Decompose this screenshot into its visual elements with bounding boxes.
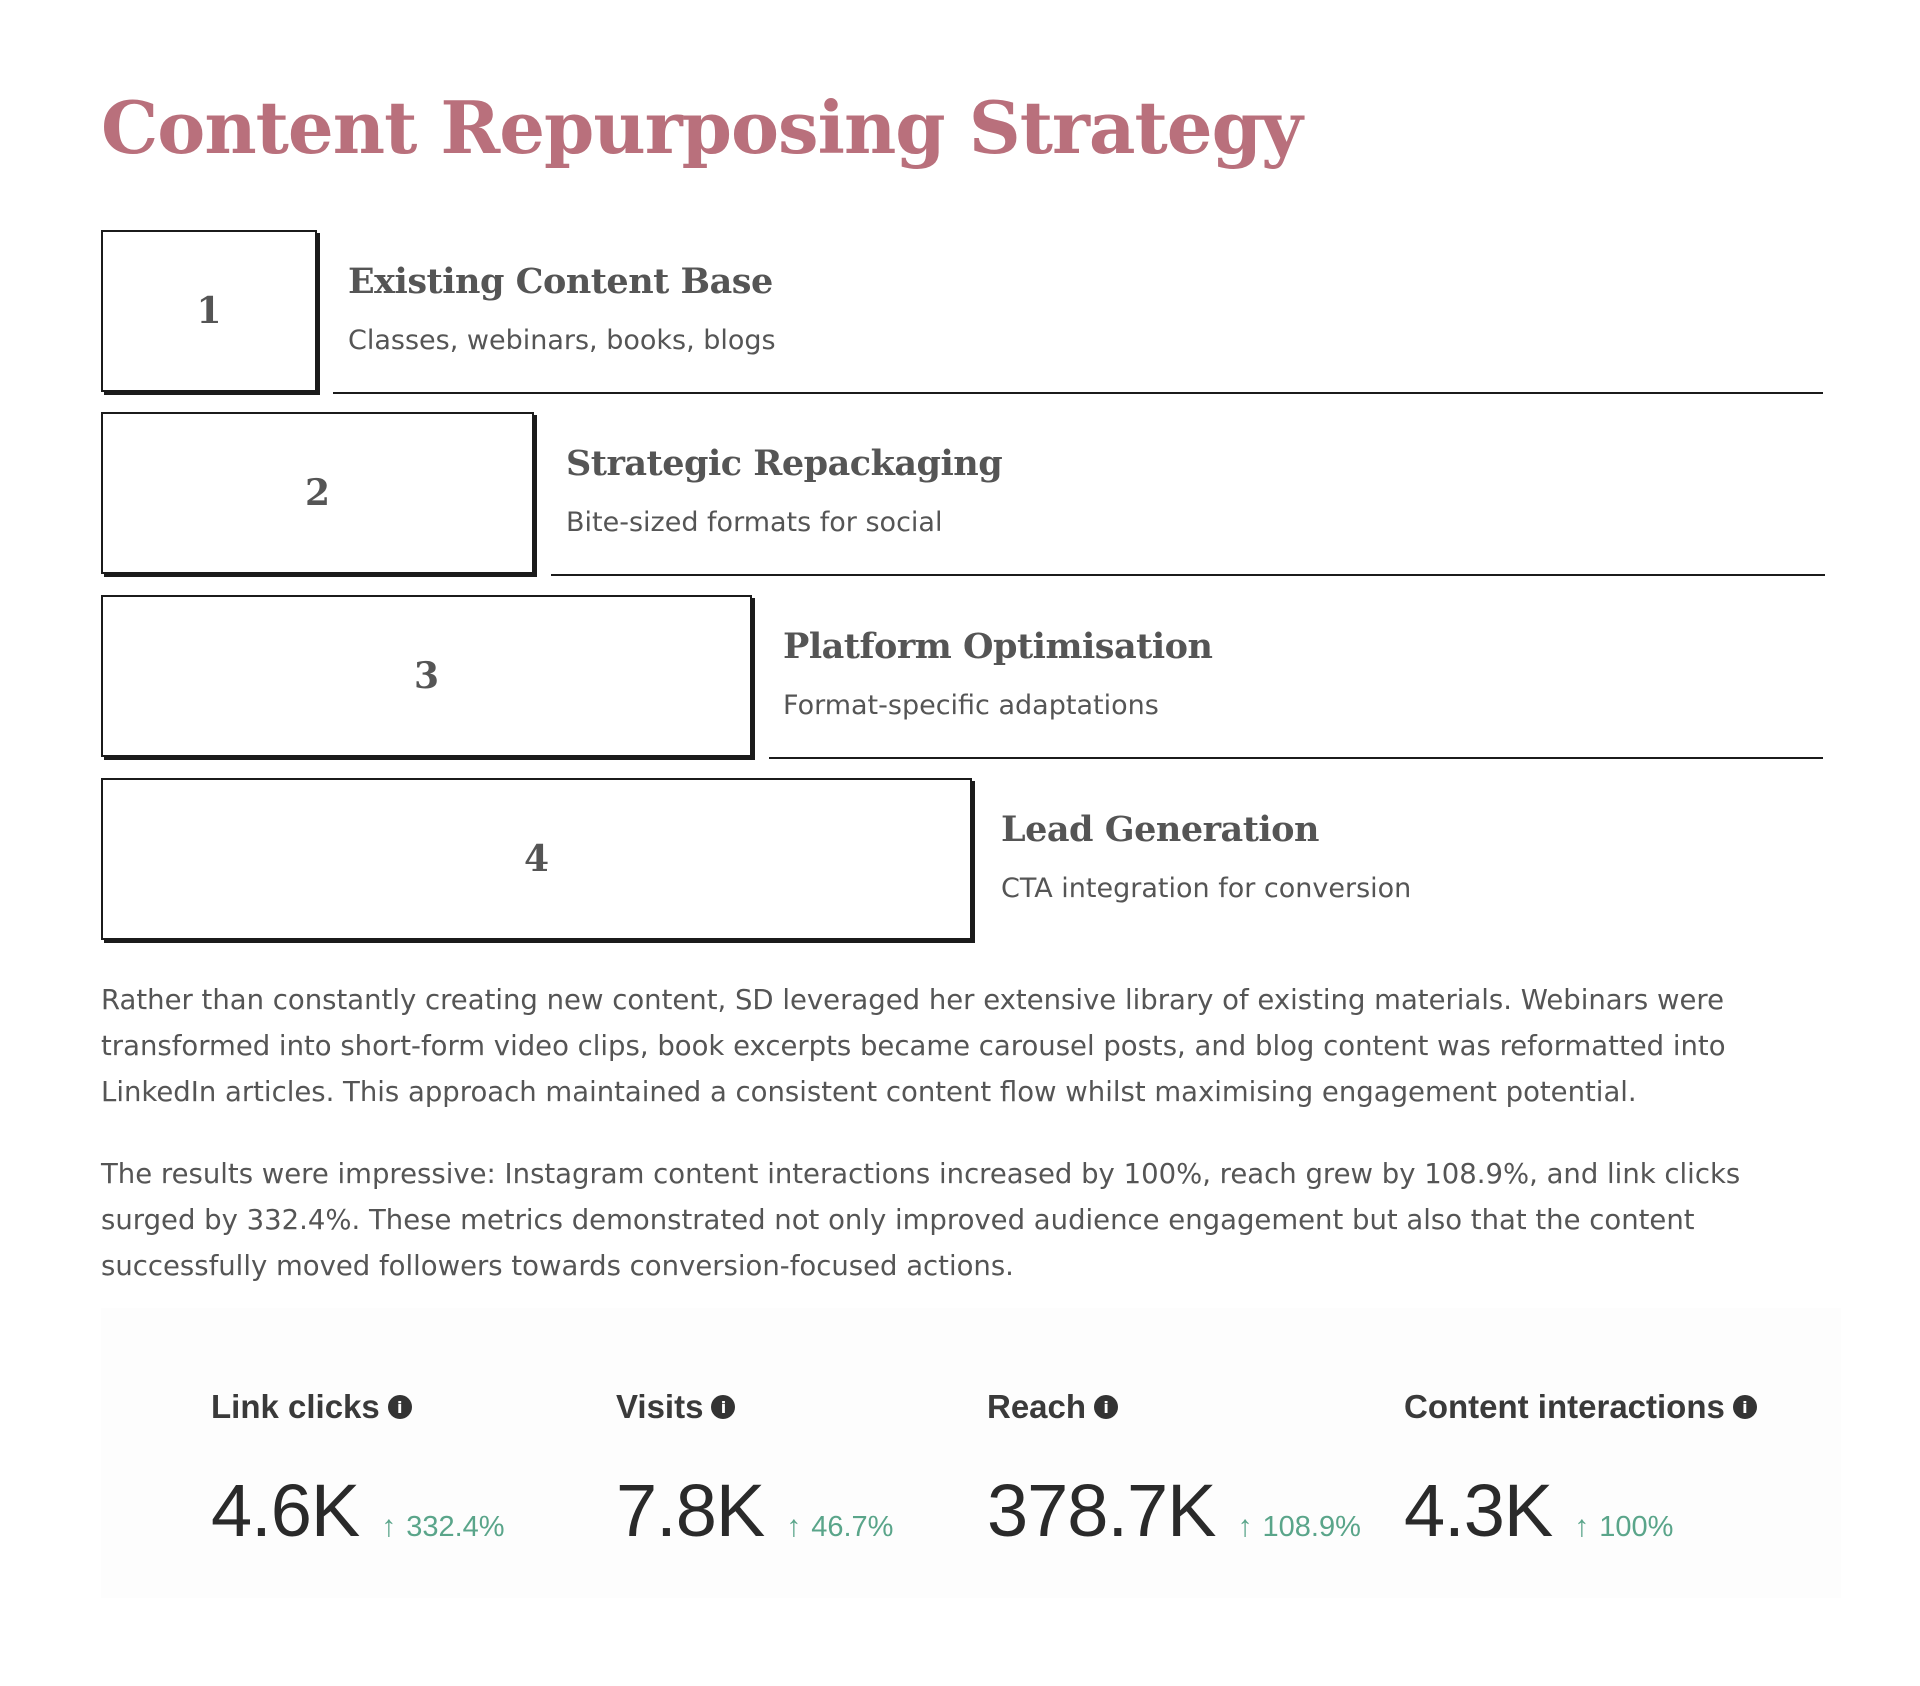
strategy-step-3 — [0, 595, 1920, 765]
metric-value: 378.7K — [987, 1469, 1216, 1552]
step-description: CTA integration for conversion — [1001, 873, 1412, 904]
metric-label — [1404, 1388, 1757, 1426]
info-icon[interactable]: i — [1094, 1395, 1118, 1419]
metric-change — [1574, 1510, 1673, 1544]
step-number-box — [101, 412, 534, 574]
step-number-box — [101, 778, 972, 940]
metric-value: 7.8K — [616, 1469, 765, 1552]
strategy-step-1 — [0, 230, 1920, 400]
step-heading: Platform Optimisation — [783, 626, 1213, 667]
arrow-up-icon: ↑ — [786, 1510, 802, 1543]
metric-label — [616, 1388, 735, 1426]
metrics-panel — [101, 1308, 1841, 1598]
step-number-box — [101, 595, 752, 757]
metric-change — [786, 1510, 893, 1544]
step-description: Format-specific adaptations — [783, 690, 1159, 721]
metric-label — [211, 1388, 412, 1426]
strategy-step-4 — [0, 778, 1920, 948]
page-title: Content Repurposing Strategy — [101, 85, 1302, 170]
metric-change — [1238, 1510, 1361, 1544]
metric-value-row — [1404, 1468, 1673, 1553]
step-divider — [551, 574, 1825, 576]
step-divider — [333, 392, 1823, 394]
info-icon[interactable]: i — [388, 1395, 412, 1419]
arrow-up-icon: ↑ — [1574, 1510, 1590, 1543]
step-number: 2 — [304, 472, 331, 514]
arrow-up-icon: ↑ — [1237, 1510, 1253, 1543]
step-heading: Existing Content Base — [348, 261, 773, 302]
metric-label-text: Content interactions — [1404, 1388, 1725, 1425]
metric-label-text: Visits — [616, 1388, 704, 1425]
step-number: 1 — [196, 290, 222, 332]
strategy-step-2 — [0, 412, 1920, 582]
metric-label — [987, 1388, 1118, 1426]
step-number: 3 — [413, 655, 440, 697]
metric-change-value: 100% — [1599, 1511, 1674, 1543]
metric-value: 4.6K — [211, 1469, 360, 1552]
arrow-up-icon: ↑ — [381, 1510, 397, 1543]
step-description: Bite-sized formats for social — [566, 507, 943, 538]
metric-change-value: 46.7% — [811, 1511, 894, 1543]
info-icon[interactable]: i — [711, 1395, 735, 1419]
step-heading: Lead Generation — [1001, 809, 1319, 850]
metric-value: 4.3K — [1404, 1469, 1553, 1552]
metric-change-value: 108.9% — [1262, 1511, 1361, 1543]
step-divider — [769, 757, 1823, 759]
step-heading: Strategic Repackaging — [566, 443, 1003, 484]
info-icon[interactable]: i — [1733, 1395, 1757, 1419]
metric-value-row — [616, 1468, 893, 1553]
step-number-box — [101, 230, 317, 392]
metric-value-row — [211, 1468, 505, 1553]
metric-label-text: Reach — [987, 1388, 1087, 1425]
step-description: Classes, webinars, books, blogs — [348, 325, 776, 356]
metric-label-text: Link clicks — [211, 1388, 380, 1425]
body-paragraph-results: The results were impressive: Instagram content interactions increased by 100%, reach grew by 108.9%, and link clicks surged by 332.4%. These metrics demonstrated not only improved audience engagement but also that the content successfully moved followers towards conversion-focused actions. — [101, 1158, 1741, 1282]
body-paragraph-approach: Rather than constantly creating new content, SD leveraged her extensive library of existing materials. Webinars were transformed into short-form video clips, book excerpts became carousel posts, and blog content was reformatted into LinkedIn articles. This approach maintained a consistent content flow whilst maximising engagement potential. — [101, 984, 1726, 1108]
metric-value-row — [987, 1468, 1361, 1553]
metric-change-value: 332.4% — [406, 1511, 505, 1543]
metric-change — [381, 1510, 504, 1544]
step-number: 4 — [523, 838, 550, 880]
